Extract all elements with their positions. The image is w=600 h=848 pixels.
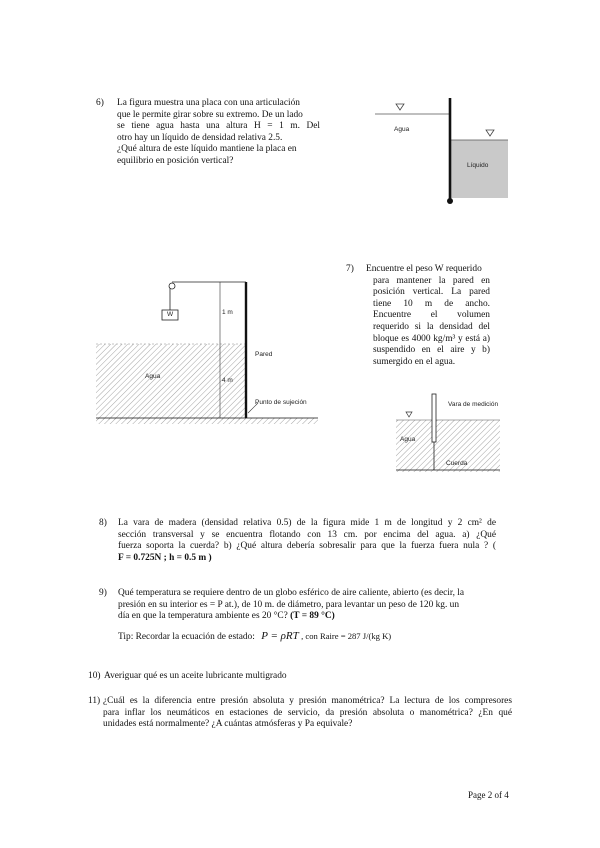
p7-line: sumergido en el agua. [373,356,456,367]
p10-number: 10) [88,671,101,681]
p7-wall-figure [92,272,322,432]
p6-figure [372,98,512,208]
liquid-level-icon [486,130,494,136]
p6-line: La figura muestra una placa con una articulación [117,98,300,108]
p8-text [118,518,496,564]
p8-line: sección transversal y se encuentra flotando con 13 cm. por encima del agua. a) ¿Qué [118,529,496,540]
p9-line [118,611,500,623]
p7-rod-label: Vara de medición [448,401,499,408]
p6-line: equilibrio en posición vertical? [117,155,234,166]
page-number: Page 2 of 4 [468,790,509,800]
p9-tip-suffix: , con Raire = 287 J/(kg K) [301,630,392,641]
p7-pivot-label: Punto de sujeción [255,399,307,406]
p9-line: Qué temperatura se requiere dentro de un globo esférico de aire caliente, abierto (es decir, la [118,588,465,598]
p6-number: 6) [96,98,104,108]
water-level-icon [406,412,412,417]
p11-line: unidades está normalmente? ¿A cuántas atmósferas y Pa equivale? [103,719,353,730]
p6-water-label: Agua [394,126,410,133]
p7-line: tiene 10 m de ancho. [373,298,490,309]
p7-line: posición vertical. La pared [373,287,490,298]
p8-number: 8) [99,518,107,528]
p6-line: otro hay un líquido de densidad relativa 2.5. [117,132,283,143]
p7-rope-label: Cuerda [446,460,468,467]
p7-wall-label: Pared [255,351,273,358]
p7-top-label: 1 m [222,309,233,316]
p9-line3: día en que la temperatura ambiente es 20 °C? [118,611,288,622]
p6-line: ¿Qué altura de este líquido mantiene la placa en [117,144,297,155]
p9-tip-prefix: Tip: Recordar la ecuación de estado: [118,631,255,642]
p6-liquid-label: Líquido [467,162,489,169]
p7-line: requerido si la densidad del [373,321,490,332]
p6-line: se tiene agua hasta una altura H = 1 m. Del [117,121,320,132]
p7-line: Encuentre el peso W requerido [366,264,482,274]
p11-line: ¿Cuál es la diferencia entre presión absoluta y presión manométrica? La lectura de los compresores [103,696,512,706]
liquid-region [450,140,508,198]
hinge-icon [447,198,453,204]
p6-text [117,98,320,168]
p7-line: bloque es 4000 kg/m³ y está a) [373,333,490,344]
p7-number: 7) [346,264,354,274]
p11-number: 11) [88,696,101,706]
p9-text [118,588,500,643]
p9-tip [118,631,500,644]
water-level-icon [396,104,404,110]
p8-line: La vara de madera (densidad relativa 0.5) de la figura mide 1 m de longitud y 2 cm² de [118,518,496,528]
p7-line: Encuentre el volumen [373,310,490,321]
p9-equation: P = ρRT [261,629,299,642]
p7-left-water-label: Agua [145,373,161,380]
p8-line: fuerza soporta la cuerda? b) ¿Qué altura debería sobresalir para que la fuerza fuera nula ? ( [118,541,496,552]
rod [432,394,436,442]
p9-number: 9) [99,588,107,598]
p9-answer: (T = 89 °C) [290,611,335,622]
p7-line: suspendido en el aire y b) [373,345,490,356]
p11-text [103,696,512,731]
p7-right-water-label: Agua [400,436,416,443]
p10-text: Averiguar qué es un aceite lubricante multigrado [104,671,287,681]
p7-weight-label: W [167,311,174,318]
p7-text [366,264,490,368]
p7-line: para mantener la pared en [373,275,490,286]
p8-answer: F = 0.725N ; h = 0.5 m ) [118,552,212,563]
p7-height-label: 4 m [222,377,233,384]
ground [96,418,318,424]
p9-line: presión en su interior es = P at.), de 10 m. de diámetro, para levantar un peso de 120 kg. un [118,599,460,610]
p11-line: para inflar los neumáticos en estaciones de servicio, da presión absoluta o manométrica? ¿En qué [103,707,512,718]
p6-line: que le permite girar sobre su extremo. De un lado [117,109,303,120]
